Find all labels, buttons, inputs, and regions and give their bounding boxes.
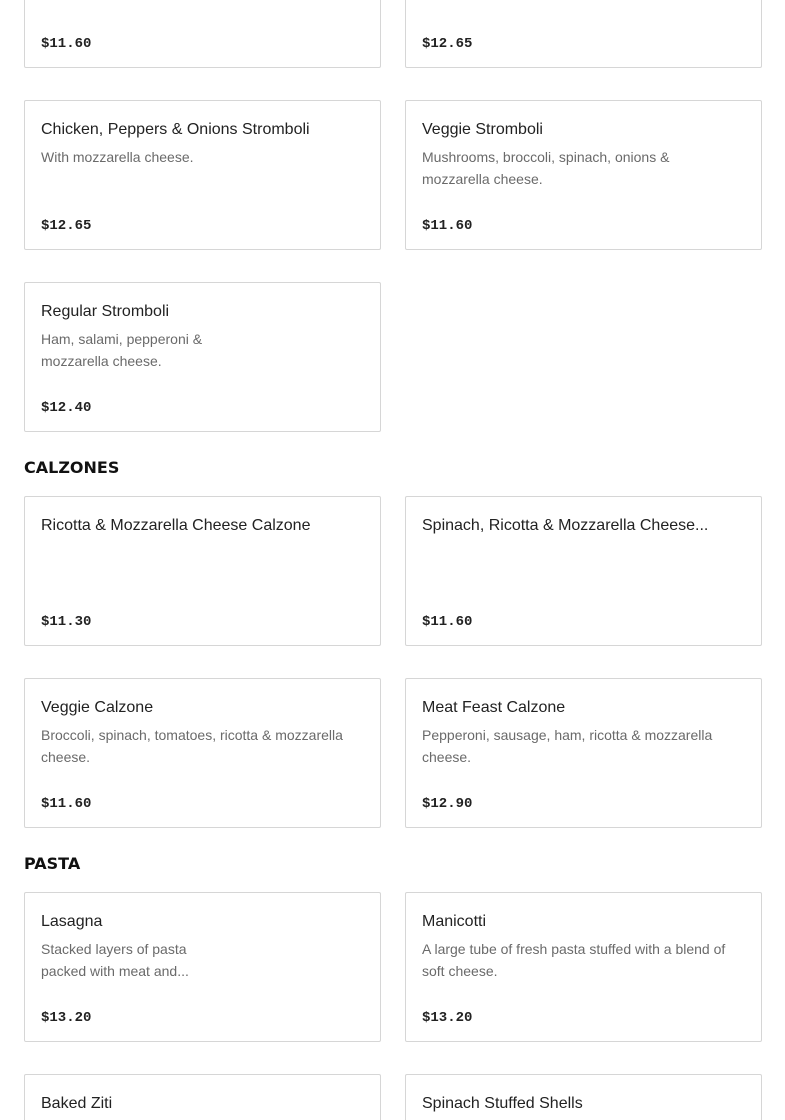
menu-item-card[interactable] [405,1074,762,1120]
item-description: With mozzarella cheese. [41,149,194,165]
section-heading-calzones: CALZONES [24,458,120,477]
item-description: A large tube of fresh pasta stuffed with a blend of soft cheese. [422,941,726,979]
item-name: Spinach, Ricotta & Mozzarella Cheese... [422,517,709,534]
section-heading-pasta: PASTA [24,854,81,873]
item-description: Stacked layers of pasta packed with meat and... [41,941,189,979]
item-name: Lasagna [41,913,103,930]
item-name: Chicken, Peppers & Onions Stromboli [41,121,310,138]
item-name: Manicotti [422,913,487,930]
menu-item-card[interactable] [405,678,762,828]
item-price: $12.65 [41,218,92,234]
item-price: $12.65 [422,36,473,52]
menu-item-card[interactable] [24,678,381,828]
item-name: Meat Feast Calzone [422,699,566,716]
item-name: Regular Stromboli [41,303,170,320]
menu-item-card[interactable] [405,0,762,68]
item-description: Broccoli, spinach, tomatoes, ricotta & mozzarella cheese. [41,727,343,765]
item-name: Ricotta & Mozzarella Cheese Calzone [41,517,311,534]
item-description: Mushrooms, broccoli, spinach, onions & mozzarella cheese. [422,149,670,187]
menu-item-card[interactable] [24,0,381,68]
menu-item-card[interactable] [405,892,762,1042]
menu-item-card[interactable] [405,100,762,250]
item-name: Veggie Calzone [41,699,154,716]
item-description: Pepperoni, sausage, ham, ricotta & mozzarella cheese. [422,727,713,765]
item-price: $11.60 [41,796,92,812]
menu-item-card[interactable] [24,100,381,250]
menu-item-card[interactable] [405,496,762,646]
menu-item-card[interactable] [24,282,381,432]
item-price: $11.60 [41,36,92,52]
menu-item-card[interactable] [24,496,381,646]
item-name: Spinach Stuffed Shells [422,1095,583,1112]
item-name: Veggie Stromboli [422,121,543,138]
item-price: $13.20 [41,1010,92,1026]
item-description: Ham, salami, pepperoni & mozzarella cheese. [41,331,203,369]
item-price: $13.20 [422,1010,473,1026]
item-price: $12.40 [41,400,92,416]
item-price: $12.90 [422,796,473,812]
item-price: $11.60 [422,614,473,630]
menu-item-card[interactable] [24,892,381,1042]
menu-item-card[interactable] [24,1074,381,1120]
item-price: $11.30 [41,614,92,630]
item-name: Baked Ziti [41,1095,113,1112]
item-price: $11.60 [422,218,473,234]
